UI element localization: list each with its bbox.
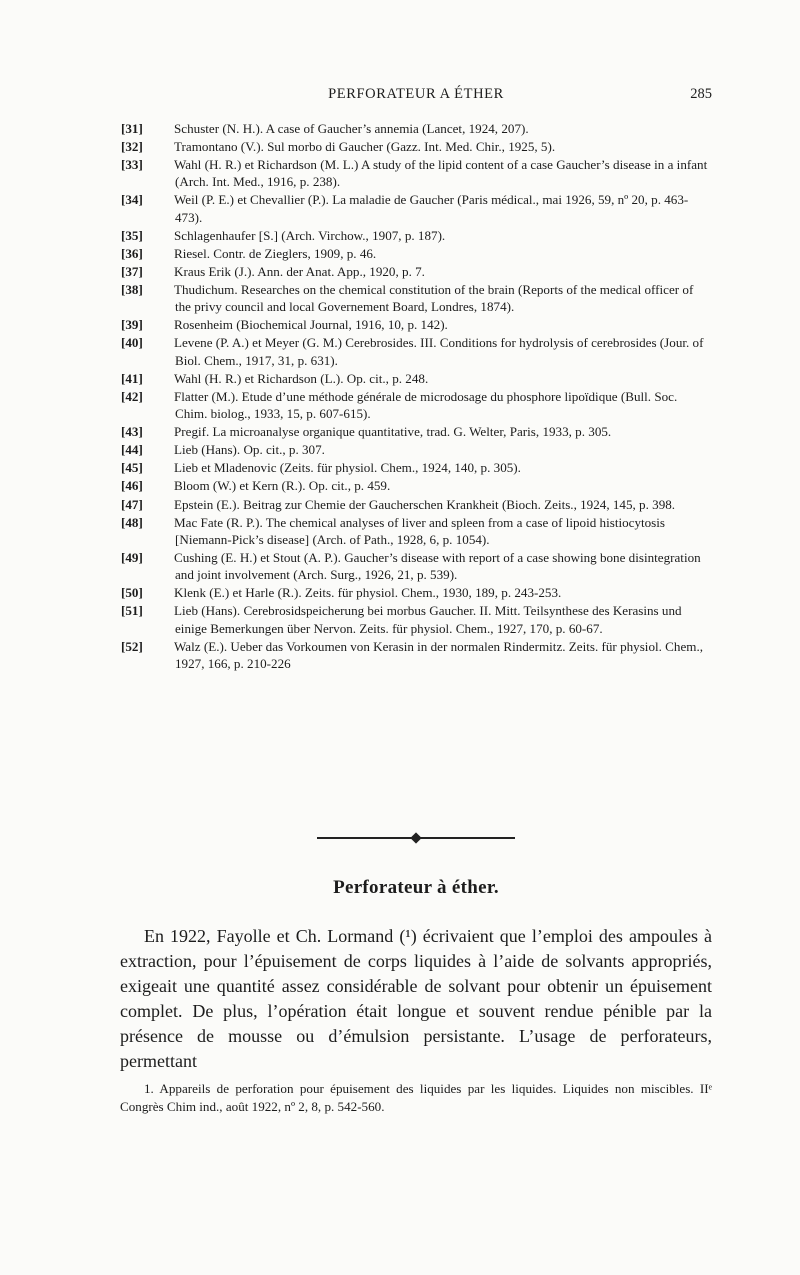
reference-text: Bloom (W.) et Kern (R.). Op. cit., p. 459. [174,478,391,494]
reference-number: [52] [121,638,143,654]
reference-number: [45] [121,460,143,476]
reference-text: Mac Fate (R. P.). The chemical analyses of liver and spleen from a case of lipoid histiocytosis [Niemann-Pick’s disease] (Arch. of Path., 1928, 6, p. 1054). [174,514,666,547]
reference-number: [41] [121,370,143,386]
reference-item [121,156,711,190]
reference-text: Schuster (N. H.). A case of Gaucher’s annemia (Lancet, 1924, 207). [174,121,529,136]
reference-number: [48] [121,514,143,530]
diamond-ornament-icon [410,832,421,843]
reference-number: [38] [121,282,143,298]
section-divider [317,833,515,843]
reference-item [121,549,711,583]
reference-item [121,191,711,225]
reference-number: [44] [121,442,143,458]
body-paragraph-text: En 1922, Fayolle et Ch. Lormand (¹) écrivaient que l’emploi des ampoules à extraction, pour l’épuisement de corps liquides à l’aide de solvants appropriés, exigeait une quantité assez considérable de solvant pour obtenir un épuisement complet. De plus, l’opération était longue et souvent rendue pénible par la présence de mousse ou d’émulsion persistante. L’usage de perforateurs, permettant [120,926,712,1071]
reference-item [121,388,711,422]
page-number: 285 [690,86,712,102]
reference-item [121,281,711,315]
reference-text: Wahl (H. R.) et Richardson (L.). Op. cit., p. 248. [174,370,429,386]
reference-number: [47] [121,496,143,512]
reference-text: Kraus Erik (J.). Ann. der Anat. App., 1920, p. 7. [174,263,425,279]
reference-item [121,245,711,262]
reference-text: Klenk (E.) et Harle (R.). Zeits. für physiol. Chem., 1930, 189, p. 243-253. [174,585,562,601]
reference-number: [31] [121,121,143,136]
reference-text: Lieb et Mladenovic (Zeits. für physiol. Chem., 1924, 140, p. 305). [174,460,521,476]
reference-item [121,263,711,280]
reference-item [121,120,711,137]
reference-number: [39] [121,317,143,333]
reference-text: Wahl (H. R.) et Richardson (M. L.) A study of the lipid content of a case Gaucher’s disease in a infant (Arch. Int. Med., 1916, p. 238). [174,157,708,190]
reference-item [121,602,711,636]
reference-text: Pregif. La microanalyse organique quantitative, trad. G. Welter, Paris, 1933, p. 305. [174,424,612,440]
running-title: PERFORATEUR A ÉTHER [328,86,504,102]
reference-text: Walz (E.). Ueber das Vorkoumen von Kerasin in der normalen Rindermitz. Zeits. für physiol. Chem., 1927, 166, p. 210-226 [174,638,703,671]
reference-text: Riesel. Contr. de Zieglers, 1909, p. 46. [174,245,377,261]
reference-item [121,477,711,494]
reference-item [121,459,711,476]
reference-item [121,423,711,440]
reference-number: [43] [121,424,143,440]
reference-text: Flatter (M.). Etude d’une méthode générale de microdosage du phosphore lipoïdique (Bull. Soc. Chim. biolog., 1933, 15, p. 607-615). [174,388,678,422]
reference-text: Tramontano (V.). Sul morbo di Gaucher (Gazz. Int. Med. Chir., 1925, 5). [174,139,556,155]
reference-number: [46] [121,478,143,494]
reference-number: [33] [121,157,143,173]
reference-item [121,441,711,458]
reference-number: [51] [121,603,143,619]
section-title: Perforateur à éther. [333,877,499,898]
reference-item [121,370,711,387]
reference-number: [32] [121,139,143,155]
reference-text: Lieb (Hans). Cerebrosidspeicherung bei morbus Gaucher. II. Mitt. Teilsynthese des Kerasins und einige Bemerkungen über Nervon. Zeits. für physiol. Chem., 1927, 170, p. 60-67. [174,603,682,636]
body-paragraph [120,924,712,1074]
reference-item [121,514,711,548]
reference-text: Lieb (Hans). Op. cit., p. 307. [174,442,325,458]
reference-text: Rosenheim (Biochemical Journal, 1916, 10, p. 142). [174,317,448,333]
reference-number: [42] [121,388,143,404]
reference-list [121,120,711,672]
reference-number: [34] [121,192,143,208]
reference-number: [50] [121,585,143,601]
reference-number: [37] [121,263,143,279]
reference-text: Epstein (E.). Beitrag zur Chemie der Gaucherschen Krankheit (Bioch. Zeits., 1924, 145, p. 398. [174,496,676,512]
reference-text: Schlagenhaufer [S.] (Arch. Virchow., 1907, p. 187). [174,227,446,243]
reference-item [121,138,711,155]
reference-item [121,316,711,333]
reference-number: [36] [121,245,143,261]
reference-number: [40] [121,335,143,351]
footnote [120,1080,712,1116]
footnote-text: 1. Appareils de perforation pour épuisement des liquides par les liquides. Liquides non miscibles. IIᵉ Congrès Chim ind., août 1922, nº 2, 8, p. 542-560. [120,1081,712,1114]
reference-item [121,227,711,244]
reference-item [121,584,711,601]
reference-text: Thudichum. Researches on the chemical constitution of the brain (Reports of the medical officer of the privy council and local Governement Board, Londres, 1874). [174,282,694,315]
reference-text: Weil (P. E.) et Chevallier (P.). La maladie de Gaucher (Paris médical., mai 1926, 59, nº 20, p. 463-473). [174,192,689,225]
reference-number: [35] [121,227,143,243]
reference-text: Levene (P. A.) et Meyer (G. M.) Cerebrosides. III. Conditions for hydrolysis of cerebrosides (Jour. of Biol. Chem., 1917, 31, p. 631). [174,335,704,368]
reference-text: Cushing (E. H.) et Stout (A. P.). Gaucher’s disease with report of a case showing bone disintegration and joint involvement (Arch. Surg., 1926, 21, p. 539). [174,549,701,583]
reference-item [121,638,711,672]
reference-item [121,496,711,513]
reference-item [121,334,711,368]
page-header [120,86,712,110]
reference-number: [49] [121,549,143,565]
